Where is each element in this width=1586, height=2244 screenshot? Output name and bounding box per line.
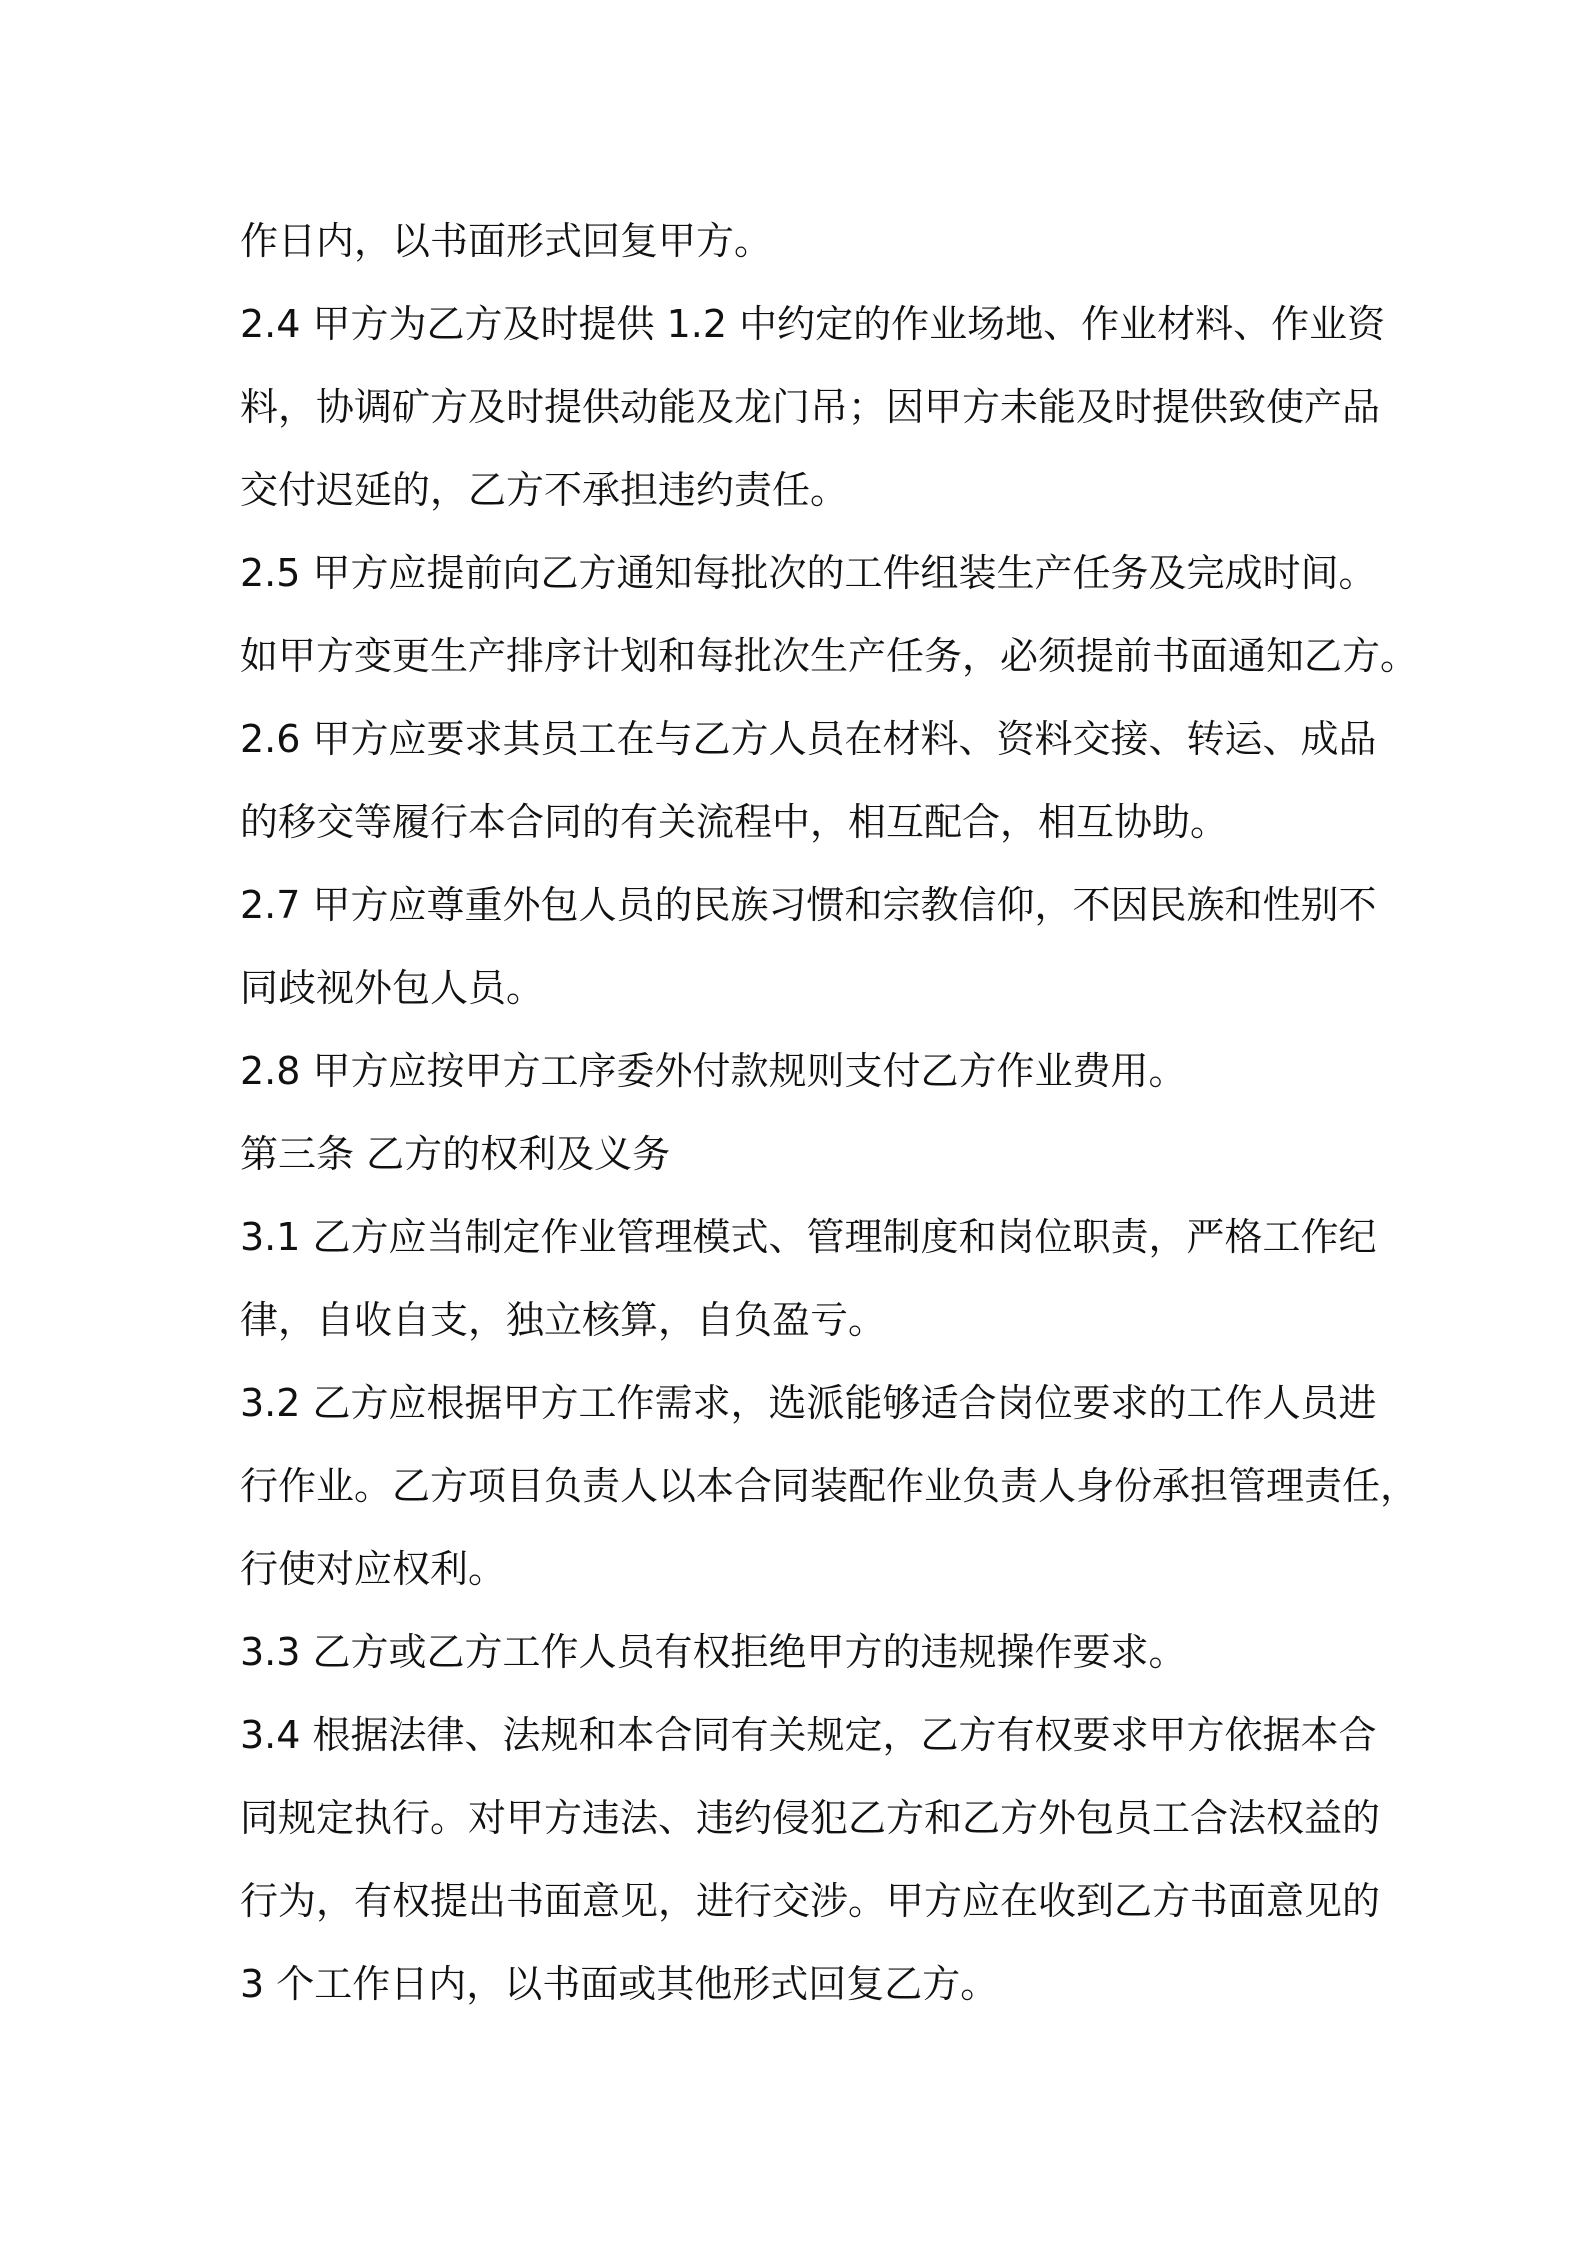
text-line: 料，协调矿方及时提供动能及龙门吊；因甲方未能及时提供致使产品 (240, 385, 1381, 429)
text-line: 3.3 乙方或乙方工作人员有权拒绝甲方的违规操作要求。 (240, 1630, 1187, 1674)
text-line: 2.8 甲方应按甲方工序委外付款规则支付乙方作业费用。 (240, 1049, 1187, 1093)
text-line: 3.1 乙方应当制定作业管理模式、管理制度和岗位职责，严格工作纪 (240, 1215, 1377, 1259)
text-line: 2.4 甲方为乙方及时提供 1.2 中约定的作业场地、作业材料、作业资 (240, 302, 1386, 346)
document-page (240, 200, 1419, 2026)
text-line: 行作业。乙方项目负责人以本合同装配作业负责人身份承担管理责任， (240, 1464, 1419, 1508)
text-line: 3 个工作日内，以书面或其他形式回复乙方。 (240, 1962, 999, 2006)
text-line: 行为，有权提出书面意见，进行交涉。甲方应在收到乙方书面意见的 (240, 1879, 1381, 1923)
text-line: 3.4 根据法律、法规和本合同有关规定，乙方有权要求甲方依据本合 (240, 1713, 1377, 1757)
text-line: 同歧视外包人员。 (240, 966, 545, 1010)
text-line: 的移交等履行本合同的有关流程中，相互配合，相互协助。 (240, 800, 1229, 844)
text-line: 3.2 乙方应根据甲方工作需求，选派能够适合岗位要求的工作人员进 (240, 1381, 1377, 1425)
text-line: 2.7 甲方应尊重外包人员的民族习惯和宗教信仰，不因民族和性别不 (240, 883, 1377, 927)
section-heading: 第三条 乙方的权利及义务 (240, 1132, 671, 1176)
text-line: 作日内，以书面形式回复甲方。 (240, 219, 773, 263)
text-line: 交付迟延的，乙方不承担违约责任。 (240, 468, 849, 512)
text-line: 2.5 甲方应提前向乙方通知每批次的工件组装生产任务及完成时间。 (240, 551, 1377, 595)
text-line: 律，自收自支，独立核算，自负盈亏。 (240, 1298, 887, 1342)
text-line: 2.6 甲方应要求其员工在与乙方人员在材料、资料交接、转运、成品 (240, 717, 1377, 761)
text-line: 如甲方变更生产排序计划和每批次生产任务，必须提前书面通知乙方。 (240, 634, 1419, 678)
text-line: 同规定执行。对甲方违法、违约侵犯乙方和乙方外包员工合法权益的 (240, 1796, 1381, 1840)
text-line: 行使对应权利。 (240, 1547, 507, 1591)
